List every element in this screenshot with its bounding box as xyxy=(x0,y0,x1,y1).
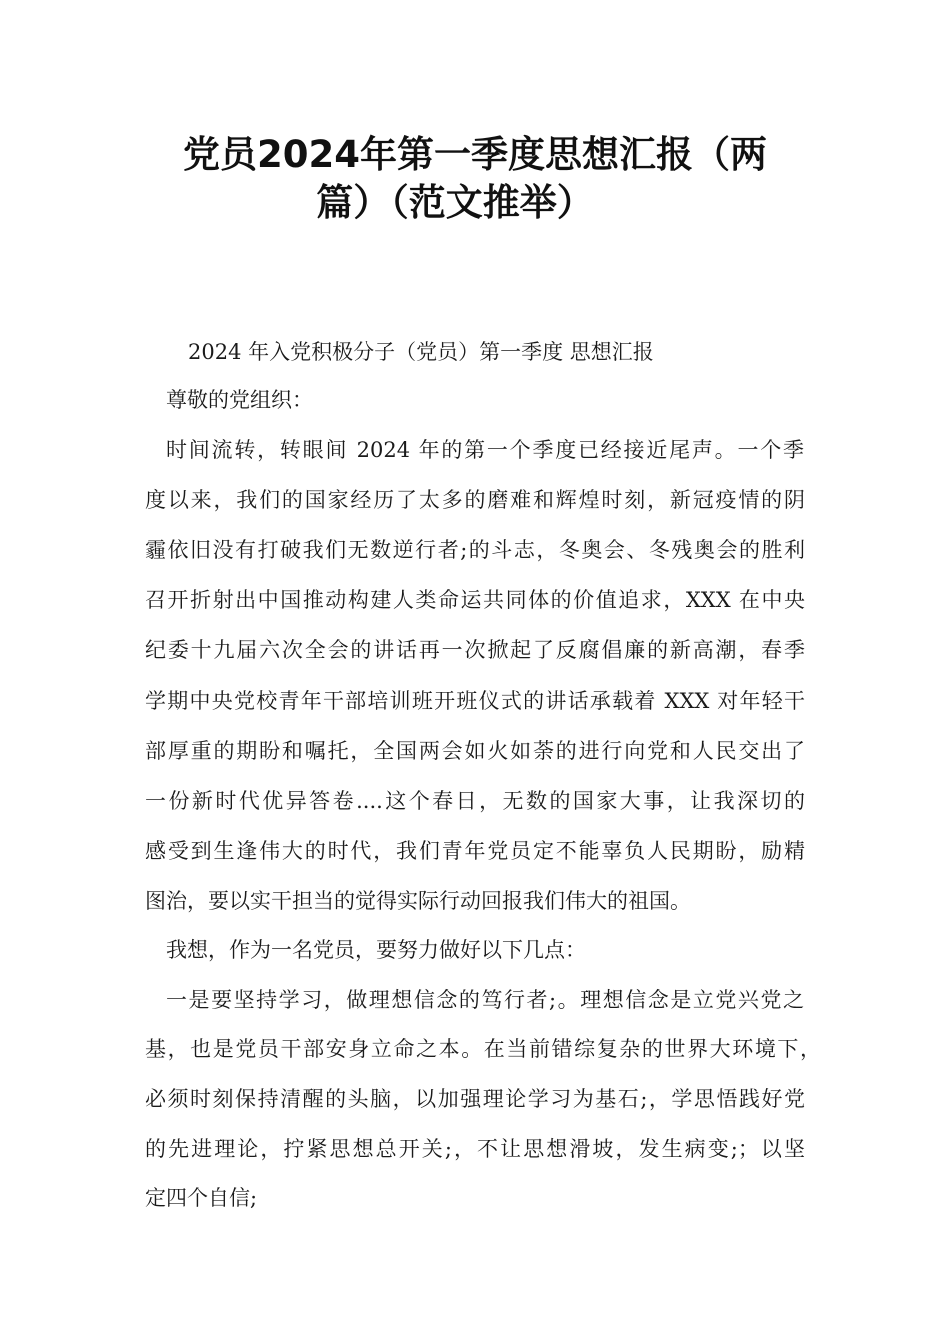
paragraph-1-line: 感受到生逢伟大的时代，我们青年党员定不能辜负人民期盼，励精 xyxy=(145,839,805,863)
paragraph-3-line: 的先进理论，拧紧思想总开关;，不让思想滑坡，发生病变;；以坚 xyxy=(145,1137,805,1161)
paragraph-1-line: 学期中央党校青年干部培训班开班仪式的讲话承载着 XXX 对年轻干 xyxy=(145,689,805,713)
paragraph-1-line: 部厚重的期盼和嘱托，全国两会如火如荼的进行向党和人民交出了 xyxy=(145,739,805,763)
paragraph-1-line: 度以来，我们的国家经历了太多的磨难和辉煌时刻，新冠疫情的阴 xyxy=(145,488,805,512)
document-title-line-1: 党员2024年第一季度思想汇报（两 xyxy=(183,133,767,176)
paragraph-2: 我想，作为一名党员，要努力做好以下几点： xyxy=(166,938,586,962)
paragraph-3-line: 必须时刻保持清醒的头脑，以加强理论学习为基石;，学思悟践好党 xyxy=(145,1087,805,1111)
paragraph-1-line: 图治，要以实干担当的觉得实际行动回报我们伟大的祖国。 xyxy=(145,889,691,913)
paragraph-3-line: 基，也是党员干部安身立命之本。在当前错综复杂的世界大环境下， xyxy=(145,1037,821,1061)
paragraph-3-line: 一是要坚持学习，做理想信念的笃行者;。理想信念是立党兴党之 xyxy=(166,988,804,1012)
paragraph-1-line: 一份新时代优异答卷....这个春日，无数的国家大事，让我深切的 xyxy=(145,789,805,813)
paragraph-1-line: 时间流转，转眼间 2024 年的第一个季度已经接近尾声。一个季 xyxy=(166,438,804,462)
document-title-line-2: 篇）（范文推举） xyxy=(316,181,594,224)
paragraph-1-line: 纪委十九届六次全会的讲话再一次掀起了反腐倡廉的新高潮，春季 xyxy=(145,638,805,662)
paragraph-3-line: 定四个自信; xyxy=(145,1186,258,1210)
salutation: 尊敬的党组织： xyxy=(166,388,313,412)
paragraph-1-line: 召开折射出中国推动构建人类命运共同体的价值追求，XXX 在中央 xyxy=(145,588,805,612)
report-subtitle: 2024 年入党积极分子（党员）第一季度 思想汇报 xyxy=(188,340,654,364)
paragraph-1-line: 霾依旧没有打破我们无数逆行者;的斗志，冬奥会、冬残奥会的胜利 xyxy=(145,538,805,562)
